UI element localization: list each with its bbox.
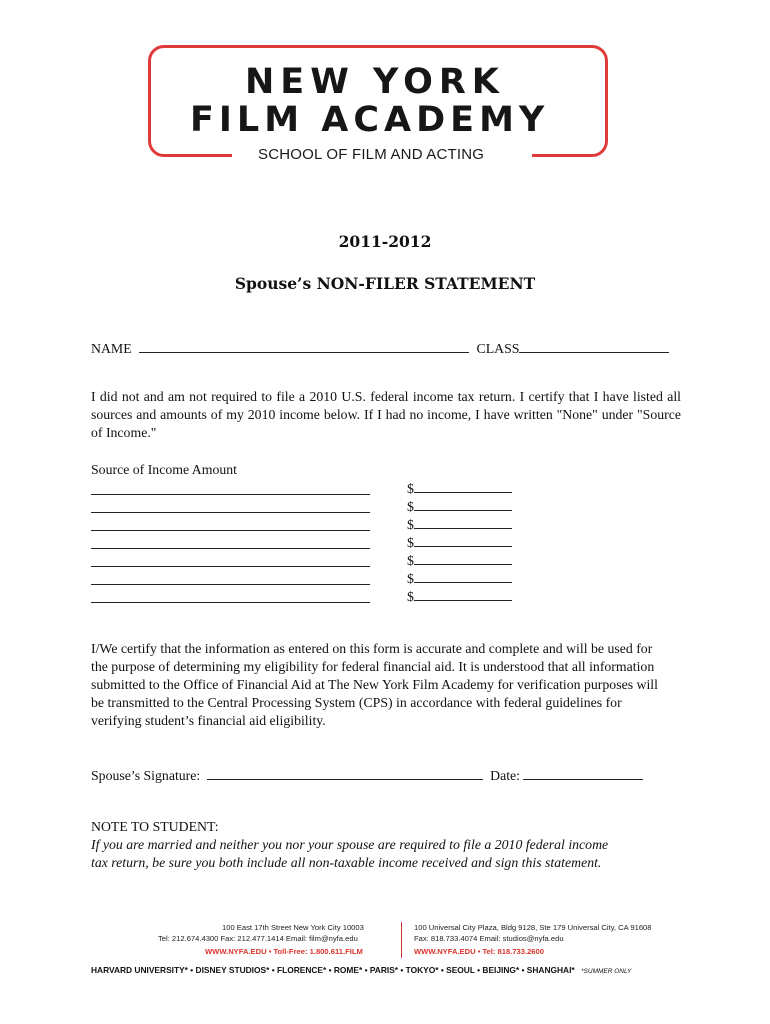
ny-web: WWW.NYFA.EDU • Toll-Free: 1.800.611.FILM	[205, 947, 363, 956]
la-address: 100 Universal City Plaza, Bldg 9128, Ste 179 Universal City, CA 91608	[414, 923, 652, 932]
source-header: Source of Income Amount	[91, 462, 237, 477]
amount-field-6[interactable]	[407, 570, 512, 587]
amount-field-4[interactable]	[407, 534, 512, 551]
dollar-sign: $	[407, 553, 414, 568]
logo-text-line2: FILM ACADEMY	[190, 100, 550, 140]
source-field-4[interactable]	[91, 548, 370, 549]
locations-list: HARVARD UNIVERSITY* • DISNEY STUDIOS* • FLORENCE* • ROME* • PARIS* • TOKYO* • SEOUL • BEIJING* • SHANGHAI*	[91, 965, 575, 975]
signature-field[interactable]	[207, 765, 483, 780]
form-year: 2011-2012	[338, 232, 432, 251]
dollar-sign: $	[407, 571, 414, 586]
amount-field-2[interactable]	[407, 498, 512, 515]
signature-label: Spouse’s Signature:	[91, 768, 201, 783]
dollar-sign: $	[407, 517, 414, 532]
date-field[interactable]	[523, 765, 643, 780]
la-contact: Fax: 818.733.4074 Email: studios@nyfa.edu	[414, 934, 564, 943]
logo-text-line1: NEW YORK	[245, 62, 505, 102]
locations-bar	[91, 965, 631, 975]
amount-field-7[interactable]	[407, 588, 512, 605]
logo-subtitle: SCHOOL OF FILM AND ACTING	[258, 146, 485, 163]
signature-row	[91, 765, 643, 785]
dollar-sign: $	[407, 535, 414, 550]
source-field-3[interactable]	[91, 530, 370, 531]
source-field-7[interactable]	[91, 602, 370, 603]
note-heading: NOTE TO STUDENT:	[91, 819, 219, 834]
name-label: NAME	[91, 341, 132, 356]
name-field[interactable]	[139, 338, 469, 353]
note-line-1: If you are married and neither you nor your spouse are required to file a 2010 federal income	[91, 837, 609, 852]
source-field-6[interactable]	[91, 584, 370, 585]
dollar-sign: $	[407, 499, 414, 514]
footer-divider	[401, 922, 402, 958]
source-field-2[interactable]	[91, 512, 370, 513]
source-field-5[interactable]	[91, 566, 370, 567]
summer-only-note: *SUMMER ONLY	[581, 968, 632, 975]
class-label: CLASS	[476, 341, 520, 356]
form-title: Spouse’s NON-FILER STATEMENT	[234, 274, 536, 293]
ny-address: 100 East 17th Street New York City 10003	[222, 923, 364, 932]
date-label: Date:	[490, 768, 521, 783]
amount-field-1[interactable]	[407, 480, 512, 497]
note-line-2: tax return, be sure you both include all non-taxable income received and sign this statement.	[91, 855, 602, 870]
la-web: WWW.NYFA.EDU • Tel: 818.733.2600	[414, 947, 544, 956]
income-certify-paragraph: I did not and am not required to file a 2010 U.S. federal income tax return. I certify that I have listed all sources and amounts of my 2010 income below. If I had no income, I have written "None" under "Source of Income."	[91, 389, 681, 440]
certification-paragraph: I/We certify that the information as entered on this form is accurate and complete and will be used for the purpose of determining my eligibility for federal financial aid. It is understood that all information submitted to the Office of Financial Aid at The New York Film Academy for verification purposes will be transmitted to the Central Processing System (CPS) in accordance with federal guidelines for verifying student’s financial aid eligibility.	[91, 641, 658, 728]
dollar-sign: $	[407, 481, 414, 496]
source-field-1[interactable]	[91, 494, 370, 495]
ny-contact: Tel: 212.674.4300 Fax: 212.477.1414 Email: film@nyfa.edu	[158, 934, 358, 943]
amount-field-3[interactable]	[407, 516, 512, 533]
amount-field-5[interactable]	[407, 552, 512, 569]
dollar-sign: $	[407, 589, 414, 604]
name-class-row	[91, 338, 669, 358]
class-field[interactable]	[519, 338, 669, 353]
